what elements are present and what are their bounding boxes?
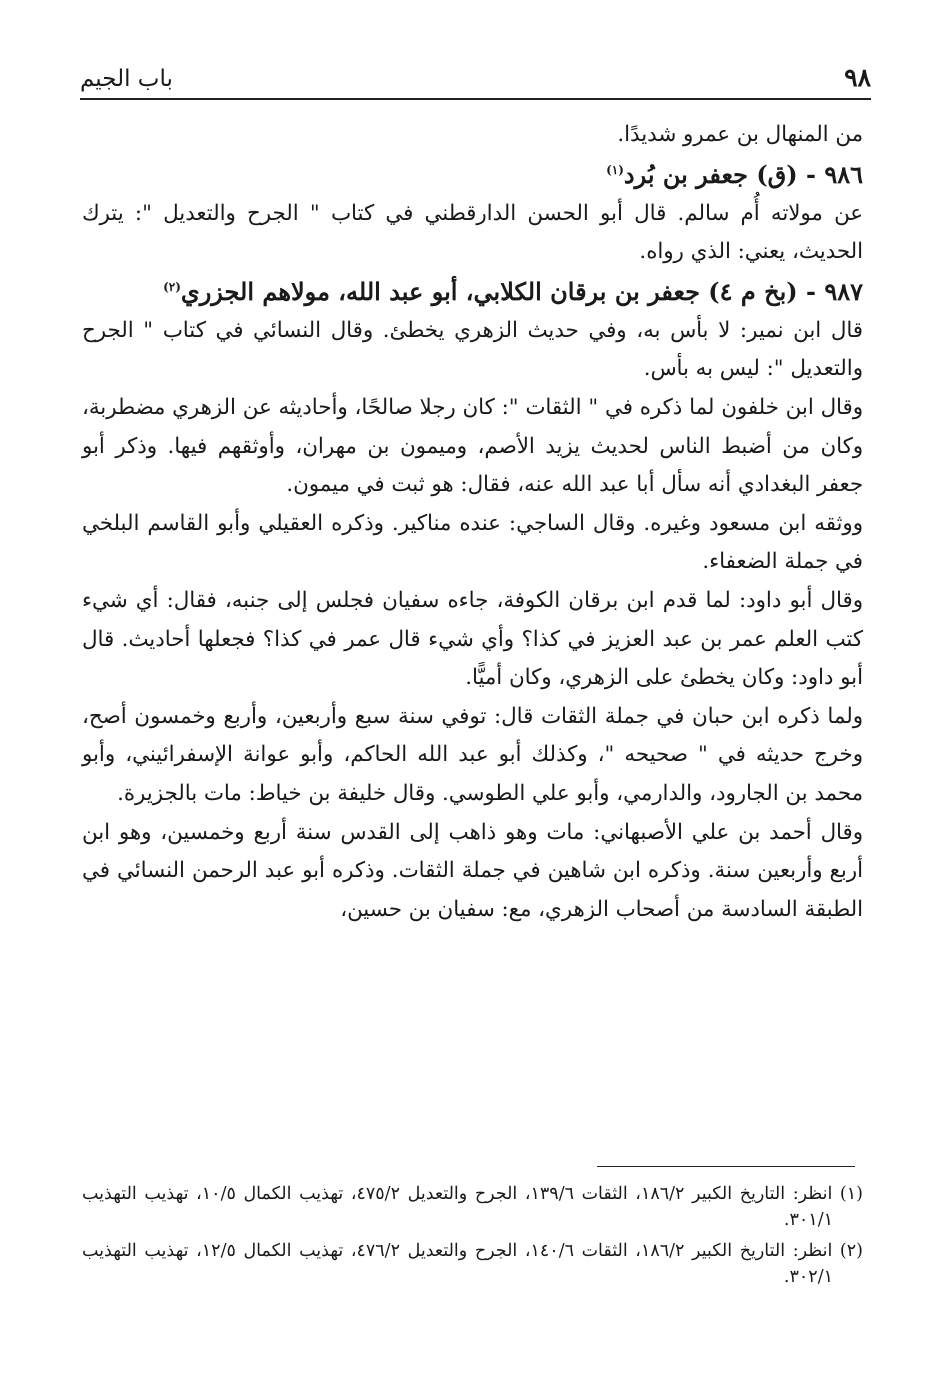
main-text bbox=[82, 116, 863, 929]
footnote-ref[interactable]: (١) bbox=[606, 162, 624, 177]
footnote-separator bbox=[597, 1166, 855, 1167]
footnote-2: (٢) انظر: التاريخ الكبير ١٨٦/٢، الثقات ١٤٠/٦، الجرح والتعديل ٤٧٦/٢، تهذيب الكمال ١٢/٥، تهذيب التهذيب ٣٠٢/١. bbox=[82, 1241, 863, 1287]
chapter-title: باب الجيم bbox=[80, 66, 173, 92]
footnotes bbox=[82, 1181, 863, 1295]
paragraph: ولما ذكره ابن حبان في جملة الثقات قال: توفي سنة سبع وأربعين، وأربع وخمسون أصح، وخرج حديثه في " صحيحه "، وكذلك أبو عبد الله الحاكم، وأبو عوانة الإسفرائيني، وأبو محمد بن الجارود، والدارمي، وأبو علي الطوسي. وقال خليفة بن خياط: مات بالجزيرة. bbox=[82, 703, 863, 806]
entry-title: ٩٨٦ - (ق) جعفر بن بُرد bbox=[623, 159, 863, 189]
entry-heading-987 bbox=[82, 272, 863, 312]
entry-heading-986 bbox=[82, 155, 863, 195]
page-number: ٩٨ bbox=[844, 63, 871, 92]
running-head bbox=[80, 60, 871, 100]
footnote-1: (١) انظر: التاريخ الكبير ١٨٦/٢، الثقات ١٣٩/٦، الجرح والتعديل ٤٧٥/٢، تهذيب الكمال ١٠/٥، تهذيب التهذيب ٣٠١/١. bbox=[82, 1184, 863, 1230]
paragraph: قال ابن نمير: لا بأس به، وفي حديث الزهري يخطئ. وقال النسائي في كتاب " الجرح والتعديل ": ليس به بأس. bbox=[82, 317, 863, 382]
entry-title: ٩٨٧ - (بخ م ٤) جعفر بن برقان الكلابي، أبو عبد الله، مولاهم الجزري bbox=[180, 276, 863, 306]
paragraph: وقال أحمد بن علي الأصبهاني: مات وهو ذاهب إلى القدس سنة أربع وخمسين، وهو ابن أربع وأربعين سنة. وذكره ابن شاهين في جملة الثقات. وذكره أبو عبد الرحمن النسائي في الطبقة السادسة من أصحاب الزهري، مع: سفيان بن حسين، bbox=[82, 819, 863, 922]
paragraph: وقال أبو داود: لما قدم ابن برقان الكوفة، جاءه سفيان فجلس إلى جنبه، فقال: أي شيء كتب العلم عمر بن عبد العزيز في كذا؟ وأي شيء قال عمر في كذا؟ فجعلها أحاديث. قال أبو داود: وكان يخطئ على الزهري، وكان أميًّا. bbox=[82, 587, 863, 691]
paragraph: ووثقه ابن مسعود وغيره. وقال الساجي: عنده مناكير. وذكره العقيلي وأبو القاسم البلخي في جملة الضعفاء. bbox=[82, 510, 863, 575]
footnote-ref[interactable]: (٢) bbox=[163, 279, 181, 294]
paragraph: من المنهال بن عمرو شديدًا. bbox=[617, 122, 863, 147]
paragraph: عن مولاته أُم سالم. قال أبو الحسن الدارقطني في كتاب " الجرح والتعديل ": يترك الحديث، يعني: الذي رواه. bbox=[82, 200, 863, 265]
paragraph: وقال ابن خلفون لما ذكره في " الثقات ": كان رجلا صالحًا، وأحاديثه عن الزهري مضطربة، وكان من أضبط الناس لحديث يزيد الأصم، وميمون بن مهران، وأوثقهم فيها. وذكر أبو جعفر البغدادي أنه سأل أبا عبد الله عنه، فقال: هو ثبت في ميمون. bbox=[82, 394, 863, 498]
